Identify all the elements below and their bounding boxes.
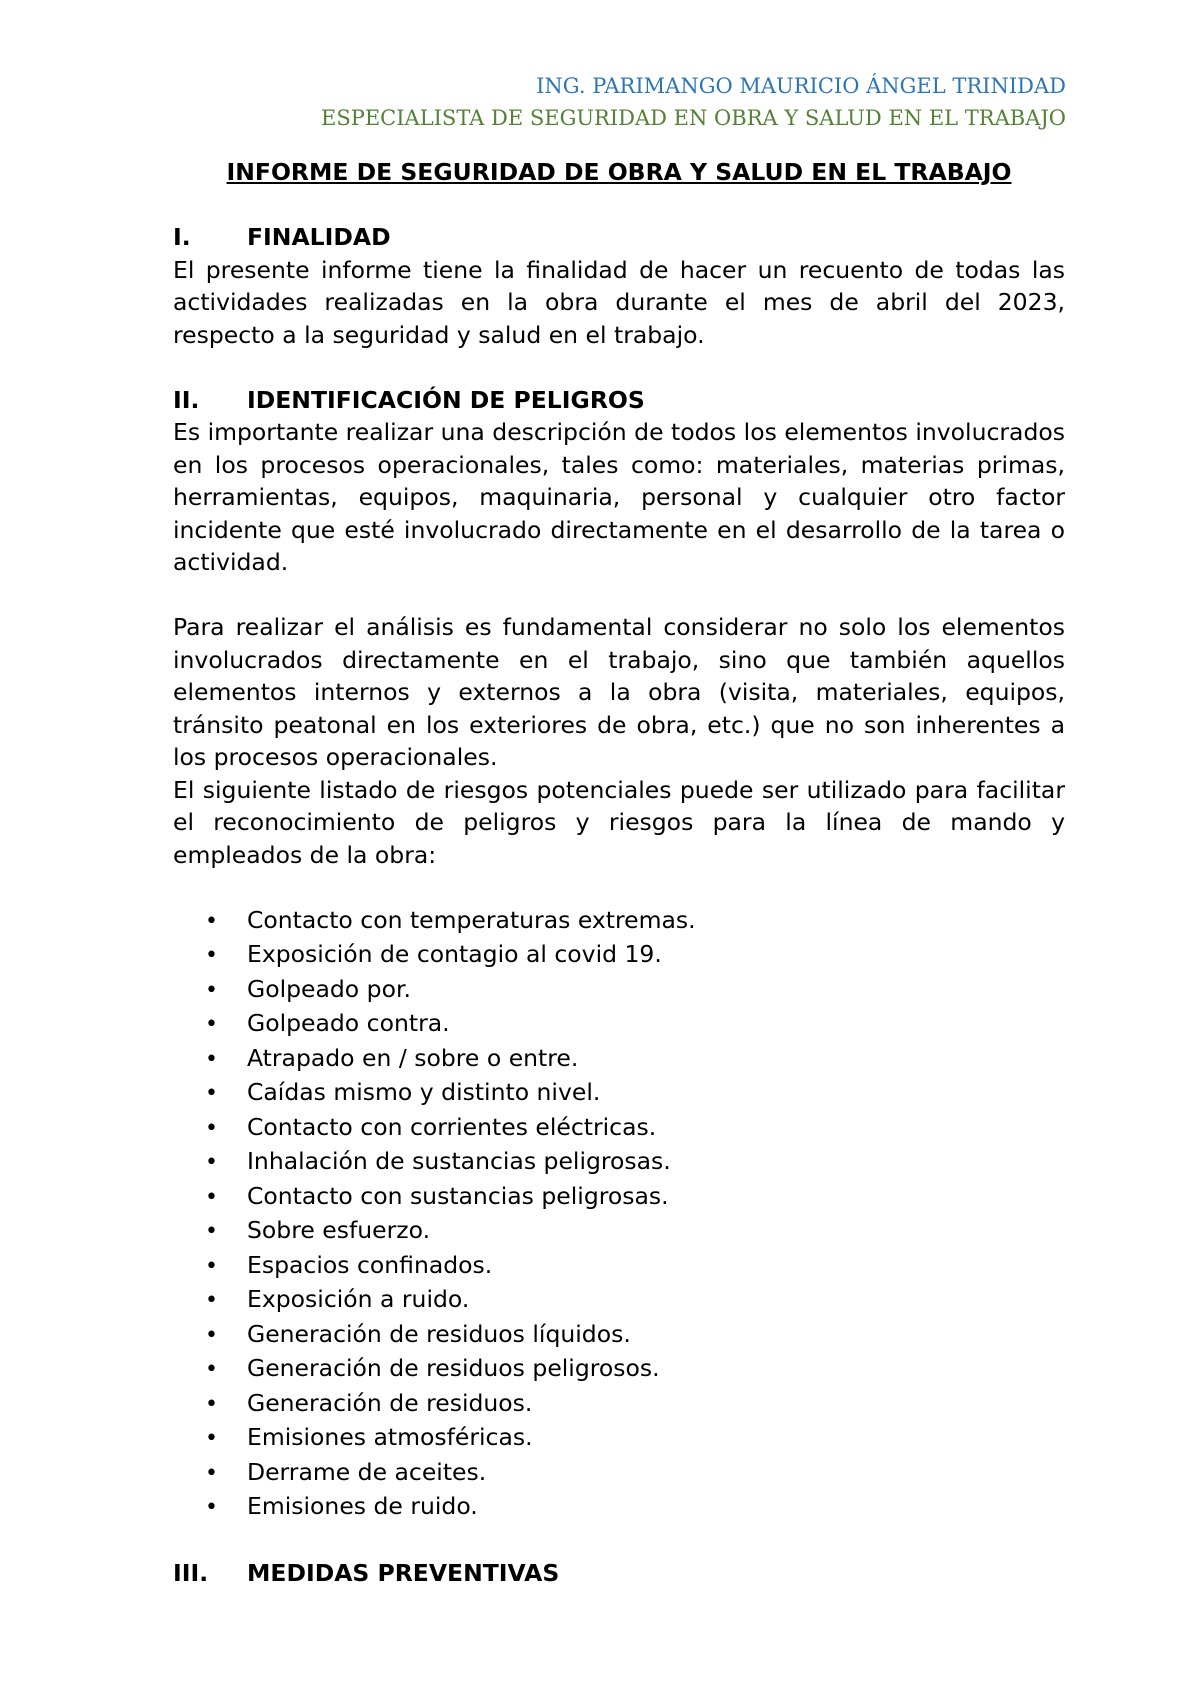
risk-text: Golpeado por. [247,974,411,1003]
risk-list-item [173,1456,1065,1491]
bullet-icon: • [205,977,218,1003]
risk-text: Contacto con temperaturas extremas. [247,905,696,934]
document-title: INFORME DE SEGURIDAD DE OBRA Y SALUD EN EL TRABAJO [226,158,1012,186]
author-name: ING. PARIMANGO MAURICIO ÁNGEL TRINIDAD [536,74,1066,98]
bullet-icon: • [205,1012,218,1037]
risk-text: Exposición a ruido. [247,1285,470,1313]
risk-text: Contacto con sustancias peligrosas. [247,1181,669,1210]
spacer [173,579,1065,612]
bullet-icon: • [205,1391,218,1417]
letterhead [321,70,1066,134]
risk-list-item [173,938,1065,973]
paragraph-finalidad: El presente informe tiene la finalidad de hacer un recuento de todas las actividades realizadas en la obra durante el mes de abril del 2023, respecto a la seguridad y salud en el trabajo. [173,255,1065,349]
section-number: II. [173,385,200,414]
section-number: I. [173,223,191,251]
bullet-icon: • [205,1219,218,1244]
risk-text: Atrapado en / sobre o entre. [247,1043,579,1072]
bullet-icon: • [205,1288,218,1313]
risk-list-item [173,1214,1065,1249]
bullet-icon: • [205,1150,218,1175]
risk-list-item [173,1042,1065,1077]
risk-text: Generación de residuos. [247,1388,533,1417]
bullet-icon: • [205,943,218,968]
bullet-icon: • [205,1322,218,1348]
bullet-icon: • [205,1460,218,1486]
spacer [173,189,1065,222]
section-title: IDENTIFICACIÓN DE PELIGROS [247,385,645,414]
risk-text: Generación de residuos peligrosos. [247,1354,660,1382]
spacer [173,1525,1065,1558]
paragraph-analisis: Para realizar el análisis es fundamental considerar no solo los elementos involucrados directamente en el trabajo, sino que también aquellos elementos internos y externos a la obra (visita, materiales, equipos, tránsito peatonal en los exteriores de obra, etc.) que no son inherentes a los procesos operacionales. [173,613,1065,771]
risk-text: Contacto con corrientes eléctricas. [247,1112,657,1141]
risk-text: Golpeado contra. [247,1009,450,1037]
bullet-icon: • [205,1046,218,1072]
author-title: ESPECIALISTA DE SEGURIDAD EN OBRA Y SALUD EN EL TRABAJO [320,106,1066,130]
risk-list [173,904,1065,1525]
risk-list-item [173,1180,1065,1215]
bullet-icon: • [205,1081,218,1106]
document-body [173,156,1065,1590]
risk-text: Emisiones de ruido. [247,1492,478,1520]
risk-text: Inhalación de sustancias peligrosas. [247,1147,671,1175]
bullet-icon: • [205,1115,218,1141]
risk-text: Espacios confinados. [247,1250,493,1279]
bullet-icon: • [205,1495,218,1520]
risk-list-item [173,1387,1065,1422]
risk-text: Emisiones atmosféricas. [247,1423,533,1451]
bullet-icon: • [205,1253,218,1279]
risk-list-item [173,1145,1065,1180]
bullet-icon: • [205,908,218,934]
risk-list-item [173,1283,1065,1318]
risk-text: Derrame de aceites. [247,1457,487,1486]
section-heading-medidas [173,1557,1065,1590]
spacer [173,351,1065,384]
risk-text: Caídas mismo y distinto nivel. [247,1078,601,1106]
bullet-icon: • [205,1184,218,1210]
risk-list-item [173,1352,1065,1387]
risk-list-item [173,904,1065,939]
spacer [173,871,1065,904]
paragraph-descripcion: Es importante realizar una descripción de todos los elementos involucrados en los procesos operacionales, tales como: materiales, materias primas, herramientas, equipos, maquinaria, personal y cualquier otro factor incidente que esté involucrado directamente en el desarrollo de la tarea o actividad. [173,418,1065,576]
bullet-icon: • [205,1357,218,1382]
bullet-icon: • [205,1426,218,1451]
risk-list-item [173,973,1065,1008]
risk-list-item [173,1007,1065,1042]
paragraph-listado: El siguiente listado de riesgos potenciales puede ser utilizado para facilitar el reconocimiento de peligros y riesgos para la línea de mando y empleados de la obra: [173,775,1065,869]
risk-list-item [173,1490,1065,1525]
risk-list-item [173,1111,1065,1146]
risk-list-item [173,1249,1065,1284]
section-title: FINALIDAD [247,223,391,251]
risk-text: Sobre esfuerzo. [247,1216,431,1244]
section-number: III. [173,1559,209,1587]
section-heading-finalidad [173,221,1065,254]
risk-list-item [173,1076,1065,1111]
risk-list-item [173,1421,1065,1456]
section-title: MEDIDAS PREVENTIVAS [247,1559,560,1587]
risk-list-item [173,1318,1065,1353]
risk-text: Exposición de contagio al covid 19. [247,940,662,968]
section-heading-identificacion [173,384,1065,417]
risk-text: Generación de residuos líquidos. [247,1319,631,1348]
